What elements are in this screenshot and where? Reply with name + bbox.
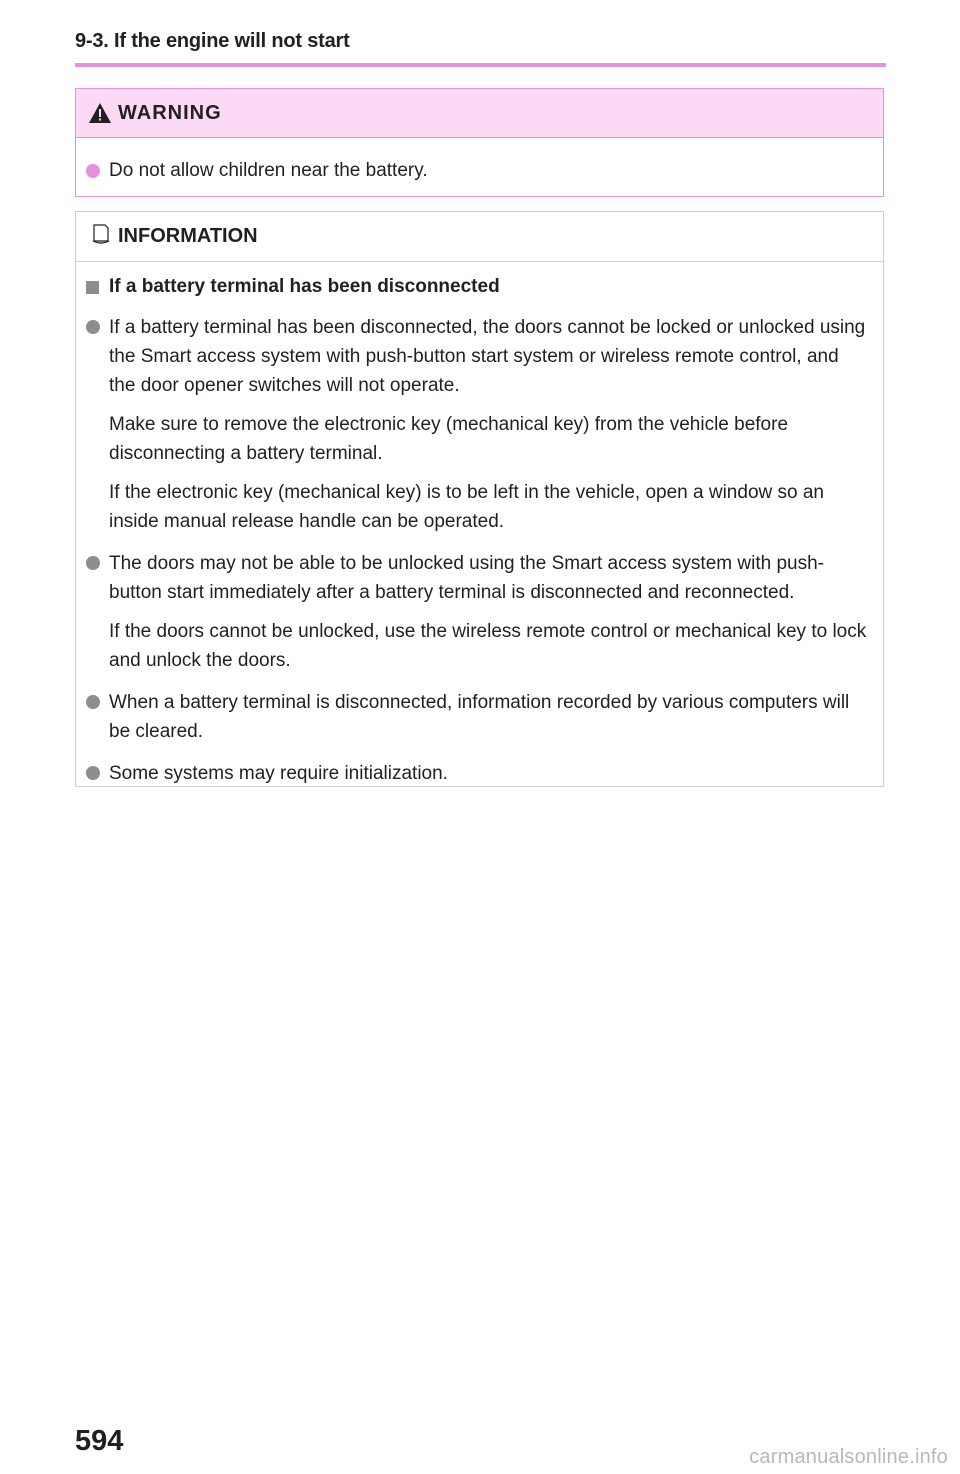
item-paragraph: Make sure to remove the electronic key (mechanical key) from the vehicle before disconnecting a battery terminal. — [109, 414, 789, 464]
page-number: 594 — [75, 1425, 124, 1457]
bullet-dot-icon — [86, 320, 100, 334]
information-header — [76, 212, 883, 262]
list-item — [86, 313, 867, 536]
warning-header — [76, 89, 883, 138]
item-paragraph: When a battery terminal is disconnected, information recorded by various computers will be cleared. — [109, 692, 850, 742]
bullet-dot-icon — [86, 766, 100, 780]
warning-item-text: Do not allow children near the battery. — [109, 160, 428, 181]
warning-item — [76, 138, 883, 182]
warning-triangle-icon — [88, 102, 112, 124]
information-body — [76, 262, 883, 788]
information-box — [75, 211, 884, 787]
subheading-text: If a battery terminal has been disconnected — [109, 276, 500, 297]
information-subheading — [86, 274, 867, 300]
item-paragraph: Some systems may require initialization. — [109, 763, 448, 784]
note-page-icon — [92, 223, 110, 250]
list-item — [86, 759, 867, 788]
item-paragraph: The doors may not be able to be unlocked using the Smart access system with push-button start immediately after a battery terminal is disconnected and reconnected. — [109, 553, 824, 603]
watermark: carmanualsonline.info — [749, 1446, 948, 1468]
item-paragraph: If the electronic key (mechanical key) is to be left in the vehicle, open a window so an inside manual release handle can be operated. — [109, 482, 824, 532]
bullet-dot-icon — [86, 164, 100, 178]
bullet-dot-icon — [86, 556, 100, 570]
section-title: 9-3. If the engine will not start — [75, 30, 350, 52]
header-divider — [75, 63, 886, 67]
item-paragraph: If the doors cannot be unlocked, use the wireless remote control or mechanical key to lock and unlock the doors. — [109, 621, 867, 671]
list-item — [86, 549, 867, 675]
information-title: INFORMATION — [118, 225, 258, 247]
bullet-dot-icon — [86, 695, 100, 709]
item-paragraph: If a battery terminal has been disconnected, the doors cannot be locked or unlocked using the Smart access system with push-button start system or wireless remote control, and the door opener switches will not operate. — [109, 317, 866, 396]
warning-title: WARNING — [118, 101, 222, 124]
list-item — [86, 688, 867, 746]
square-bullet-icon — [86, 281, 99, 294]
warning-box — [75, 88, 884, 197]
